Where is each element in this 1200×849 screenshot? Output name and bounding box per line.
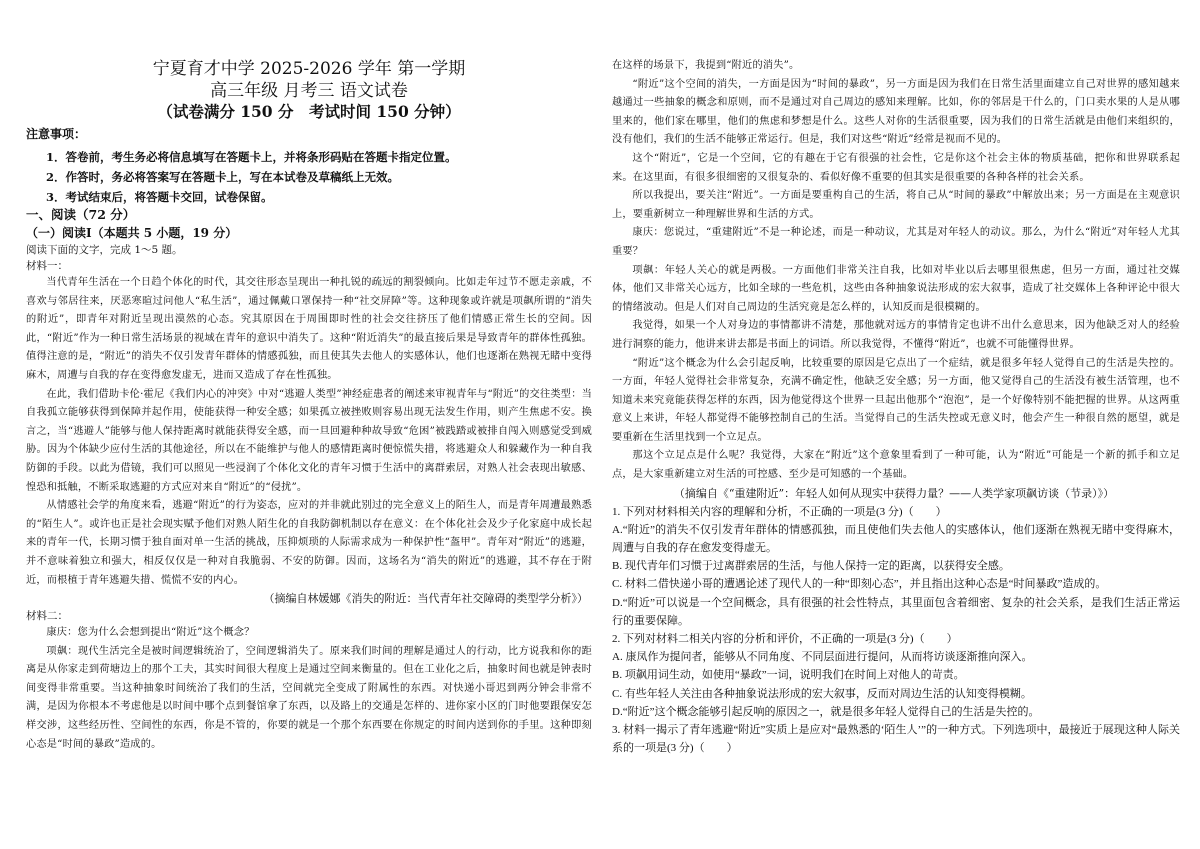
question-option: A. 康凤作为提问者，能够从不同角度、不同层面进行提问，从而将访谈逐渐推向深入。 xyxy=(612,651,1033,664)
material2-paragraph: 那这个立足点是什么呢？我觉得，大家在“附近”这个意象里看到了一种可能，认为“附近”可能是一个新的抓手和立足点，是大家重新建立对生活的可控感、至少是可知感的一个基础。 xyxy=(612,450,1180,481)
question-2 xyxy=(612,630,1180,721)
question-stem: 1. 下列对材料相关内容的理解和分析，不正确的一项是(3 分)（ ） xyxy=(612,505,947,518)
question-stem: 2. 下列对材料二相关内容的分析和评价，不正确的一项是(3 分)（ ） xyxy=(612,633,958,646)
material2-paragraph: 在这样的场景下，我提到“附近的消失”。 xyxy=(612,60,800,71)
material2-source: （摘编自《“重建附近”：年轻人如何从现实中获得力量？——人类学家项飙访谈（节录）》） xyxy=(673,486,1115,500)
notes-title: 注意事项： xyxy=(26,127,87,141)
question-stem: 3. 材料一揭示了青年逃避“附近”实质上是应对“最熟悉的‘陌生人’”的一种方式。下列选项中，最接近于展现这种人际关系的一项是(3 分)（ ） xyxy=(612,724,1180,755)
question-option: A.“附近”的消失不仅引发青年群体的情感孤独，而且使他们失去他人的实感体认，他们逐渐在熟视无睹中变得麻木，周遭与自我的存在愈发变得虚无。 xyxy=(612,523,1180,555)
question-option: D.“附近”可以说是一个空间概念，具有很强的社会性特点，其里面包含着细密、复杂的社会关系，是我们生活正常运行的重要保障。 xyxy=(612,596,1180,627)
material1-paragraph: 在此，我们借助卡伦·霍尼《我们内心的冲突》中对“逃避人类型”神经症患者的阐述来审视青年与“附近”的交往类型：当自我孤立能够获得到保障并起作用，使能获得一种安全感；如果孤立被挫败则容易出现无法发生作用，则产生焦虑不安。换言之，当“逃避人”能够与他人保持距离时就能获得安全感，而一旦回避种种故导致“危困”被践踏或被排自闯入则感觉受到威胁。因为个体缺少应付生活的其他途径，所以在不能维护与他人的感情距离时便惊慌失措，将逃避众人和躲藏作为一种自我防御的手段。以此为借镜，我们可以照见一些浸润了个体化文化的青年习惯于生活中的离群索居，对熟人社会表现出敏感、惶恐和抵触，不断采取逃避的方式应对来自“附近”的“侵扰”。 xyxy=(26,388,592,493)
note-item: 1．答卷前，考生务必将信息填写在答题卡上，并将条形码贴在答题卡指定位置。 xyxy=(46,150,457,164)
material1-source: （摘编自林媛娜《消失的附近：当代青年社交障碍的类型学分析》） xyxy=(263,592,588,606)
material2-paragraph: “附近”这个空间的消失，一方面是因为“时间的暴政”，另一方面是因为我们在日常生活里面建立自己对世界的感知越来越通过一些抽象的概念和原则，而不是通过对自己周边的感知来理解。比如，你的邻居是干什么的，门口卖水果的人是从哪里来的，他们家在哪里，他们的焦虑和梦想是什么。这些人对你的生活很重要，因为我们的日常生活就是由他们来组织的，没有他们，我们的生活不能够正常运行。但是，我们对这些“附近”经常是视而不见的。 xyxy=(612,78,1180,146)
question-option: C. 有些年轻人关注由各种抽象说法形成的宏大叙事，反而对周边生活的认知变得模糊。 xyxy=(612,687,1032,700)
reading-section xyxy=(26,206,592,754)
question-option: C. 材料二借快递小哥的遭遇论述了现代人的一种“即刻心态”，并且指出这种心态是“时间暴政”造成的。 xyxy=(612,578,1107,591)
question-option: B. 项飙用词生动，如使用“暴政”一词，说明我们在时间上对他人的苛责。 xyxy=(612,669,965,682)
exam-title: 高三年级 月考三 语文试卷 xyxy=(210,81,408,101)
material1-paragraph: 当代青年生活在一个日趋个体化的时代，其交往形态呈现出一种扎锐的疏远的割裂倾向。比如走年过节不愿走亲戚，不喜欢与邻居往来，厌恶寒暄过问他人“私生活”，通过佩戴口罩保持一种“社交屏障”等。这种现象或许就是项飙所谓的“消失的附近”，即青年对附近呈现出漠然的心态。究其原因在于周围即时性的社会交往挤压了他们情感正常生长的空间。因此，“附近”作为一种日常生活场景的视域在青年的意识中消失了。这种“附近消失”的最直接后果是导致青年的群体性孤独。值得注意的是，“附近”的消失不仅引发青年群体的情感孤独，而且使其失去他人的实感体认，他们也逐渐在熟视无睹中变得麻木，周遭与自我的存在变得愈发虚无，进而又造成了存在性孤独。 xyxy=(26,277,592,381)
material2-paragraph: “附近”这个概念为什么会引起反响，比较重要的原因是它点出了一个症结，就是很多年轻人觉得自己的生活是失控的。一方面，年轻人觉得社会非常复杂，充满不确定性，他缺乏安全感；另一方面，他又觉得自己的生活没有被生活管理，也不知道未来究竟能获得怎样的东西，因为他觉得这个世界一旦起出他那个“泡泡”，是一个好像特别不能把握的世界。从这两重意义上来讲，年轻人都觉得不能够控制自己的生活。当觉得自己的生活失控或无意义时，他会产生一种很自然的愿望，就是要重新在生活里找到一个立足点。 xyxy=(612,357,1180,443)
material2-label: 材料二： xyxy=(26,610,68,623)
material2-continued xyxy=(612,57,1180,758)
question-1 xyxy=(612,503,1180,630)
material2-paragraph: 项飙：年轻人关心的就是两极。一方面他们非常关注自我，比如对毕业以后去哪里很焦虑，但另一方面，通过社交媒体，他们又非常关心远方，比如全球的一些危机，这些由各种抽象说法形成的宏大叙事，造成了社交媒体上各种评论中很大的情绪波动。但是人们对自己周边的生活究竟是怎么样的，认知反而是很模糊的。 xyxy=(612,264,1180,313)
material2-paragraph: 康庆：您为什么会想到提出“附近”这个概念？ xyxy=(46,627,255,639)
material1-paragraph: 从情感社会学的角度来看，逃避“附近”的行为姿态，应对的并非就此别过的完全意义上的陌生人，而是青年周遭最熟悉的“陌生人”。或许也正是社会现实赋予他们对熟人陌生化的自我防御机制以存在意义：在个体化社会及少子化家庭中成长起来的青年一代，长期习惯于独自面对单一生活的挑战，压抑烦琐的人际需求成为一种保护性“盔甲”。青年对“附近”的逃避，并不意味着独立和强大，相反仅仅是一种对自我脆弱、不安的防御。因而，这场名为“消失的附近”的逃避，其不存在于附近，而根植于青年逃避失措、慌慌不安的内心。 xyxy=(26,500,592,586)
note-item: 3．考试结束后，将答题卡交回，试卷保留。 xyxy=(46,190,273,204)
material2-paragraph: 康庆：您说过，“重建附近”不是一种论述，而是一种动议，尤其是对年轻人的动议。那么，为什么“附近”对年轻人尤其重要？ xyxy=(612,227,1180,257)
section-title: 一、阅读（72 分） xyxy=(26,207,136,222)
question-option: D.“附近”这个概念能够引起反响的原因之一，就是很多年轻人觉得自己的生活是失控的。 xyxy=(612,705,1040,718)
exam-score-time: （试卷满分 150 分 考试时间 150 分钟） xyxy=(157,102,461,121)
material1-label: 材料一： xyxy=(26,260,68,272)
note-item: 2．作答时，务必将答案写在答题卡上，写在本试卷及草稿纸上无效。 xyxy=(46,170,399,184)
exam-school-term: 宁夏育才中学 2025-2026 学年 第一学期 xyxy=(152,59,466,79)
question-3 xyxy=(612,721,1180,757)
subsection-title: （一）阅读Ⅰ（本题共 5 小题，19 分） xyxy=(26,226,238,240)
material2-paragraph: 项飙：现代生活完全是被时间逻辑统治了，空间逻辑消失了。原来我们时间的理解是通过人的行动，比方说我和你的距离是从你家走到荷塘边上的那个工夫，其实时间很大程度上是通过空间来衡量的。但在工业化之后，抽象时间也就是钟表时间变得非常重要。当这种抽象时间统治了我们的生活，空间就完全变成了附属性的东西。对快递小哥迟到两分钟会非常不满，是因为你根本不考虑他是以时间中哪个点到餐馆拿了东西，以及路上的交通是怎样的、进你家小区的门时他要跟保安怎样交涉，这些经历性、空间性的东西，你是不管的，你要的就是一个那个东西要在你规定的时间内送到你的手里。这种即刻心态是“时间的暴政”造成的。 xyxy=(26,645,592,750)
material2-paragraph: 所以我提出，要关注“附近”。一方面是要重构自己的生活，将自己从“时间的暴政”中解放出来；另一方面是在主观意识上，要重新树立一种理解世界和生活的方式。 xyxy=(612,190,1180,220)
question-option: B. 现代青年们习惯于过离群索居的生活，与他人保持一定的距离，以获得安全感。 xyxy=(612,560,1010,573)
notes xyxy=(26,126,592,207)
material2-paragraph: 我觉得，如果一个人对身边的事情都讲不清楚，那他就对远方的事情肯定也讲不出什么意思来，因为他缺乏对人的经验进行洞察的能力，他讲来讲去都是书面上的词语。所以我觉得，不懂得“附近”，也就不可能懂得世界。 xyxy=(612,320,1180,350)
instruction: 阅读下面的文字，完成 1～5 题。 xyxy=(26,244,183,256)
material2-paragraph: 这个“附近”，它是一个空间，它的有趣在于它有很强的社会性，它是你这个社会主体的物质基础，把你和世界联系起来。在这里面，有很多很细密的又很复杂的、看似好像不重要的但其实是很重要的各种各样的社会关系。 xyxy=(612,152,1180,183)
